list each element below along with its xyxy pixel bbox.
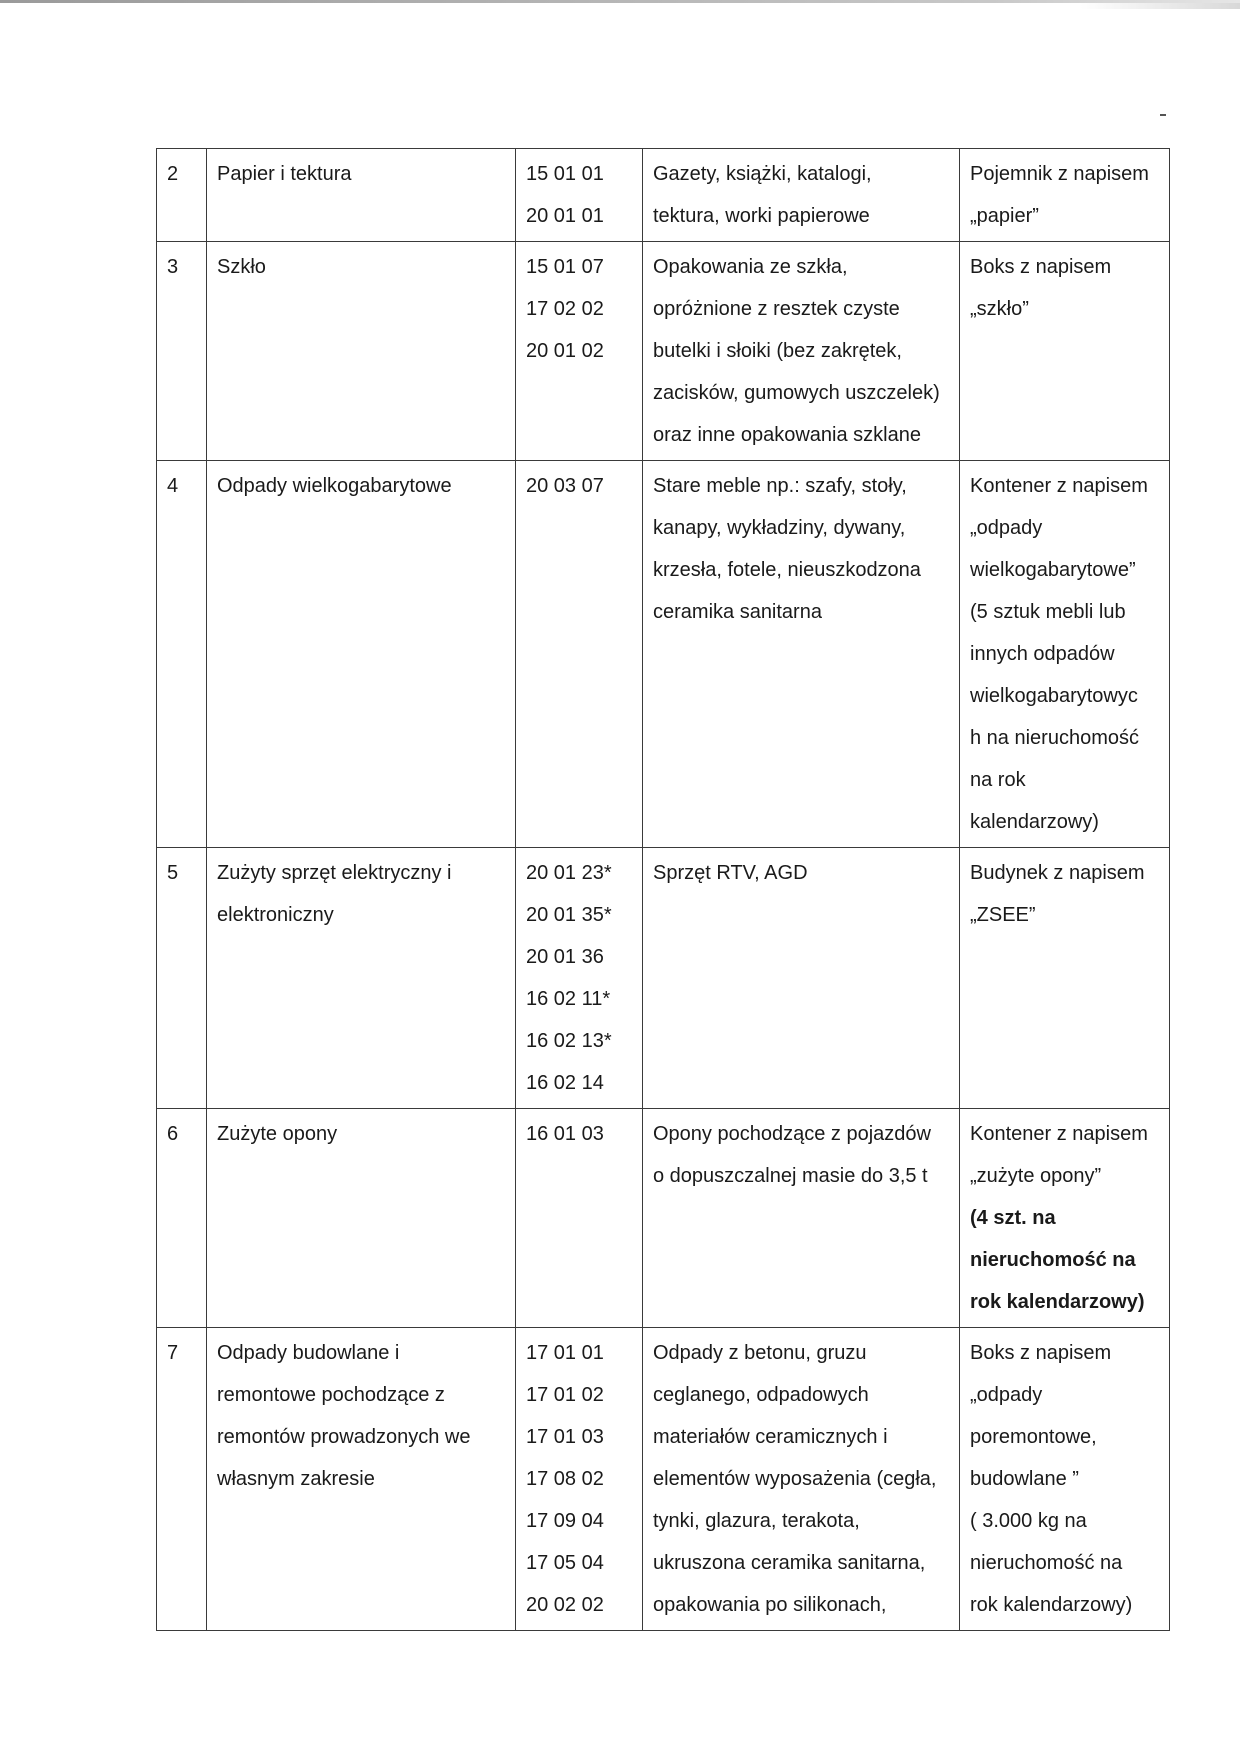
container-info: Budynek z napisem „ZSEE” [960,848,1170,1109]
waste-codes: 20 01 23* 20 01 35* 20 01 36 16 02 11* 16 02 13* 16 02 14 [516,848,643,1109]
waste-codes: 15 01 01 20 01 01 [516,149,643,242]
waste-type: Zużyte opony [207,1109,516,1328]
row-number: 6 [157,1109,207,1328]
scan-edge-shadow [1080,3,1240,9]
container-info: Pojemnik z napisem „papier” [960,149,1170,242]
waste-codes: 15 01 07 17 02 02 20 01 02 [516,242,643,461]
scan-speck [1160,114,1166,116]
waste-description: Opony pochodzące z pojazdów o dopuszczalnej masie do 3,5 t [643,1109,960,1328]
container-info: Boks z napisem „szkło” [960,242,1170,461]
waste-collection-table [156,148,1170,1631]
waste-type: Odpady wielkogabarytowe [207,461,516,848]
waste-type: Szkło [207,242,516,461]
waste-codes: 20 03 07 [516,461,643,848]
waste-description: Odpady z betonu, gruzu ceglanego, odpadowych materiałów ceramicznych i elementów wyposażenia (cegła, tynki, glazura, terakota, ukruszona ceramika sanitarna, opakowania po silikonach, [643,1328,960,1631]
table-row-construction-waste [157,1328,1170,1631]
waste-description: Stare meble np.: szafy, stoły, kanapy, wykładziny, dywany, krzesła, fotele, nieuszkodzona ceramika sanitarna [643,461,960,848]
row-number: 4 [157,461,207,848]
table-row-bulky-waste [157,461,1170,848]
row-number: 2 [157,149,207,242]
table-row-electronics [157,848,1170,1109]
scan-top-edge [0,0,1240,3]
waste-description: Sprzęt RTV, AGD [643,848,960,1109]
waste-description: Gazety, książki, katalogi, tektura, worki papierowe [643,149,960,242]
container-info: Kontener z napisem „zużyte opony” (4 szt. na nieruchomość na rok kalendarzowy) [960,1109,1170,1328]
table-row-paper [157,149,1170,242]
row-number: 7 [157,1328,207,1631]
waste-description: Opakowania ze szkła, opróżnione z resztek czyste butelki i słoiki (bez zakrętek, zacisków, gumowych uszczelek) oraz inne opakowania szklane [643,242,960,461]
container-info: Boks z napisem „odpady poremontowe, budowlane ” ( 3.000 kg na nieruchomość na rok kalendarzowy) [960,1328,1170,1631]
waste-codes: 17 01 01 17 01 02 17 01 03 17 08 02 17 09 04 17 05 04 20 02 02 [516,1328,643,1631]
table-row-glass [157,242,1170,461]
row-number: 5 [157,848,207,1109]
waste-type: Papier i tektura [207,149,516,242]
container-info: Kontener z napisem „odpady wielkogabarytowe” (5 sztuk mebli lub innych odpadów wielkogabarytowyc h na nieruchomość na rok kalendarzowy) [960,461,1170,848]
row-number: 3 [157,242,207,461]
waste-type: Zużyty sprzęt elektryczny i elektroniczny [207,848,516,1109]
table-row-tyres [157,1109,1170,1328]
waste-type: Odpady budowlane i remontowe pochodzące z remontów prowadzonych we własnym zakresie [207,1328,516,1631]
waste-codes: 16 01 03 [516,1109,643,1328]
